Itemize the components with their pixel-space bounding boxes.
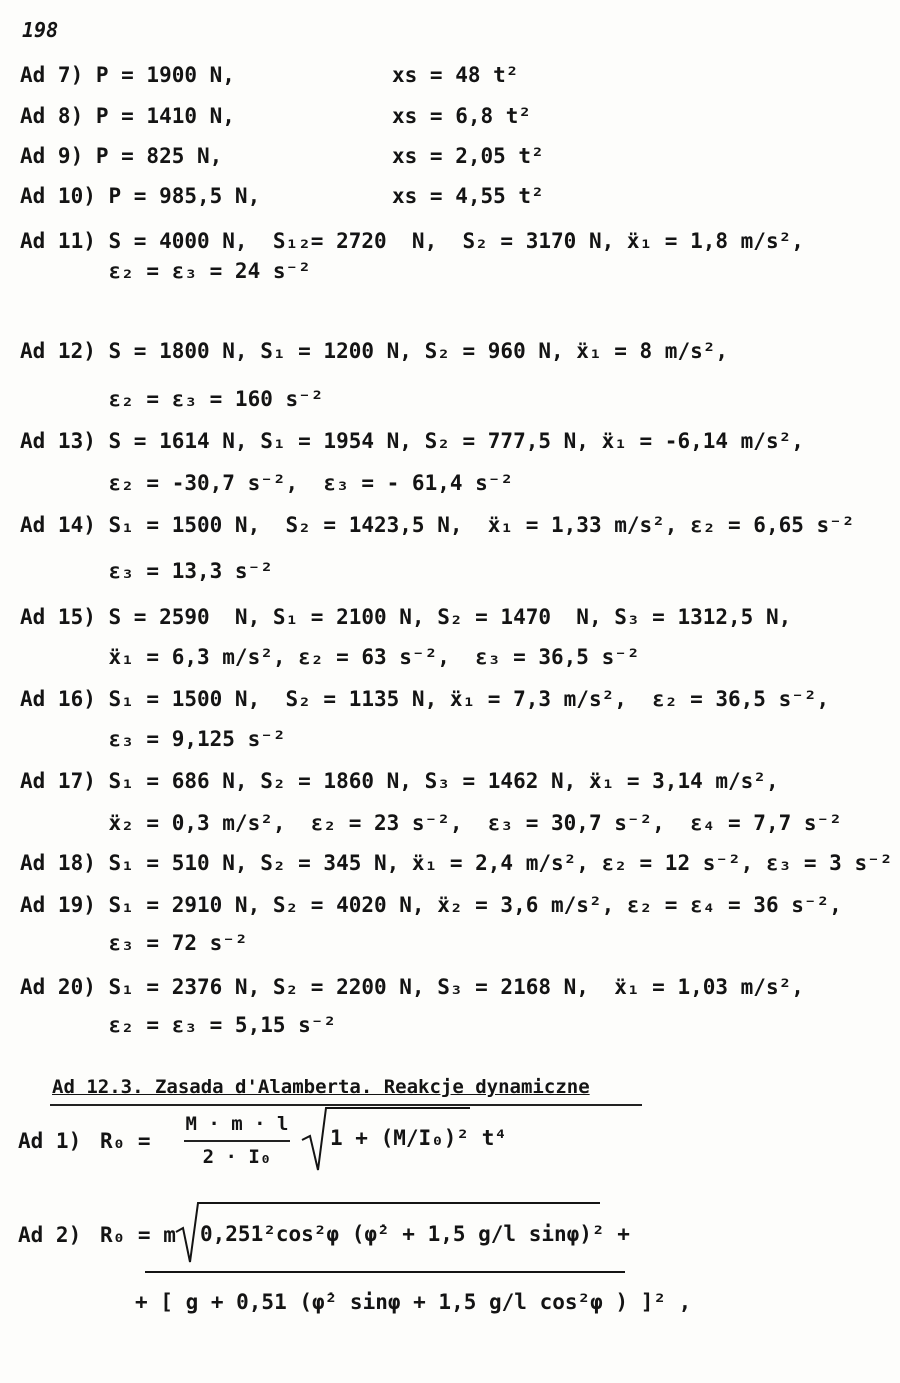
answer-line: Ad 11) S = 4000 N, S₁₂= 2720 N, S₂ = 3170 N, ẍ₁ = 1,8 m/s², — [20, 229, 804, 253]
page-number: 198 — [22, 18, 59, 42]
answer-line: Ad 14) S₁ = 1500 N, S₂ = 1423,5 N, ẍ₁ = 1,33 m/s², ε₂ = 6,65 s⁻² — [20, 513, 855, 537]
eq2-radical — [176, 1203, 600, 1262]
answer-line: Ad 19) S₁ = 2910 N, S₂ = 4020 N, ẍ₂ = 3,6 m/s², ε₂ = ε₄ = 36 s⁻², — [20, 893, 842, 917]
row-right: xs = 2,05 t² — [392, 144, 544, 168]
eq1-lhs: R₀ = — [100, 1129, 151, 1153]
row-left: Ad 9) P = 825 N, — [20, 144, 223, 168]
eq1-numerator: M · m · l — [185, 1113, 289, 1135]
eq2-line1: 0,251²cos²φ (φ̇² + 1,5 g/l sinφ)² + — [200, 1222, 630, 1246]
answer-line: ẍ₁ = 6,3 m/s², ε₂ = 63 s⁻², ε₃ = 36,5 s⁻² — [20, 645, 640, 669]
eq1-radicand: 1 + (M/I₀)² t⁴ — [330, 1126, 508, 1150]
answer-line: Ad 17) S₁ = 686 N, S₂ = 1860 N, S₃ = 1462 N, ẍ₁ = 3,14 m/s², — [20, 769, 779, 793]
eq2-line2: + [ g + 0,51 (φ̇² sinφ + 1,5 g/l cos²φ ) ]² , — [135, 1290, 692, 1314]
row-right: xs = 4,55 t² — [392, 184, 544, 208]
section-heading: Ad 12.3. Zasada d'Alamberta. Reakcje dynamiczne — [52, 1076, 590, 1098]
answer-line: ε₃ = 13,3 s⁻² — [20, 559, 273, 583]
row-right: xs = 6,8 t² — [392, 104, 532, 128]
answer-line: ε₃ = 9,125 s⁻² — [20, 727, 286, 751]
row-left: Ad 8) P = 1410 N, — [20, 104, 235, 128]
answer-line: ẍ₂ = 0,3 m/s², ε₂ = 23 s⁻², ε₃ = 30,7 s⁻², ε₄ = 7,7 s⁻² — [20, 811, 842, 835]
eq2-lhs: R₀ = m — [100, 1223, 176, 1247]
row-left: Ad 10) P = 985,5 N, — [20, 184, 261, 208]
answer-line: ε₂ = ε₃ = 160 s⁻² — [20, 387, 324, 411]
eq2-label: Ad 2) — [18, 1223, 82, 1247]
answer-line: Ad 16) S₁ = 1500 N, S₂ = 1135 N, ẍ₁ = 7,3 m/s², ε₂ = 36,5 s⁻², — [20, 687, 830, 711]
answer-line: Ad 20) S₁ = 2376 N, S₂ = 2200 N, S₃ = 2168 N, ẍ₁ = 1,03 m/s², — [20, 975, 804, 999]
answer-line: Ad 15) S = 2590 N, S₁ = 2100 N, S₂ = 1470 N, S₃ = 1312,5 N, — [20, 605, 792, 629]
eq1-radical — [302, 1108, 470, 1170]
eq1-label: Ad 1) — [18, 1129, 82, 1153]
row-right: xs = 48 t² — [392, 63, 519, 87]
answer-line: ε₂ = -30,7 s⁻², ε₃ = - 61,4 s⁻² — [20, 471, 514, 495]
answer-line: Ad 12) S = 1800 N, S₁ = 1200 N, S₂ = 960 N, ẍ₁ = 8 m/s², — [20, 339, 729, 363]
answer-line: Ad 18) S₁ = 510 N, S₂ = 345 N, ẍ₁ = 2,4 m/s², ε₂ = 12 s⁻², ε₃ = 3 s⁻² — [20, 851, 893, 875]
answer-line: Ad 13) S = 1614 N, S₁ = 1954 N, S₂ = 777,5 N, ẍ₁ = -6,14 m/s², — [20, 429, 804, 453]
eq1-denominator: 2 · I₀ — [202, 1146, 272, 1168]
answer-line: ε₂ = ε₃ = 5,15 s⁻² — [20, 1013, 337, 1037]
row-left: Ad 7) P = 1900 N, — [20, 63, 235, 87]
answer-line: ε₃ = 72 s⁻² — [20, 931, 248, 955]
answer-line: ε₂ = ε₃ = 24 s⁻² — [20, 259, 311, 283]
